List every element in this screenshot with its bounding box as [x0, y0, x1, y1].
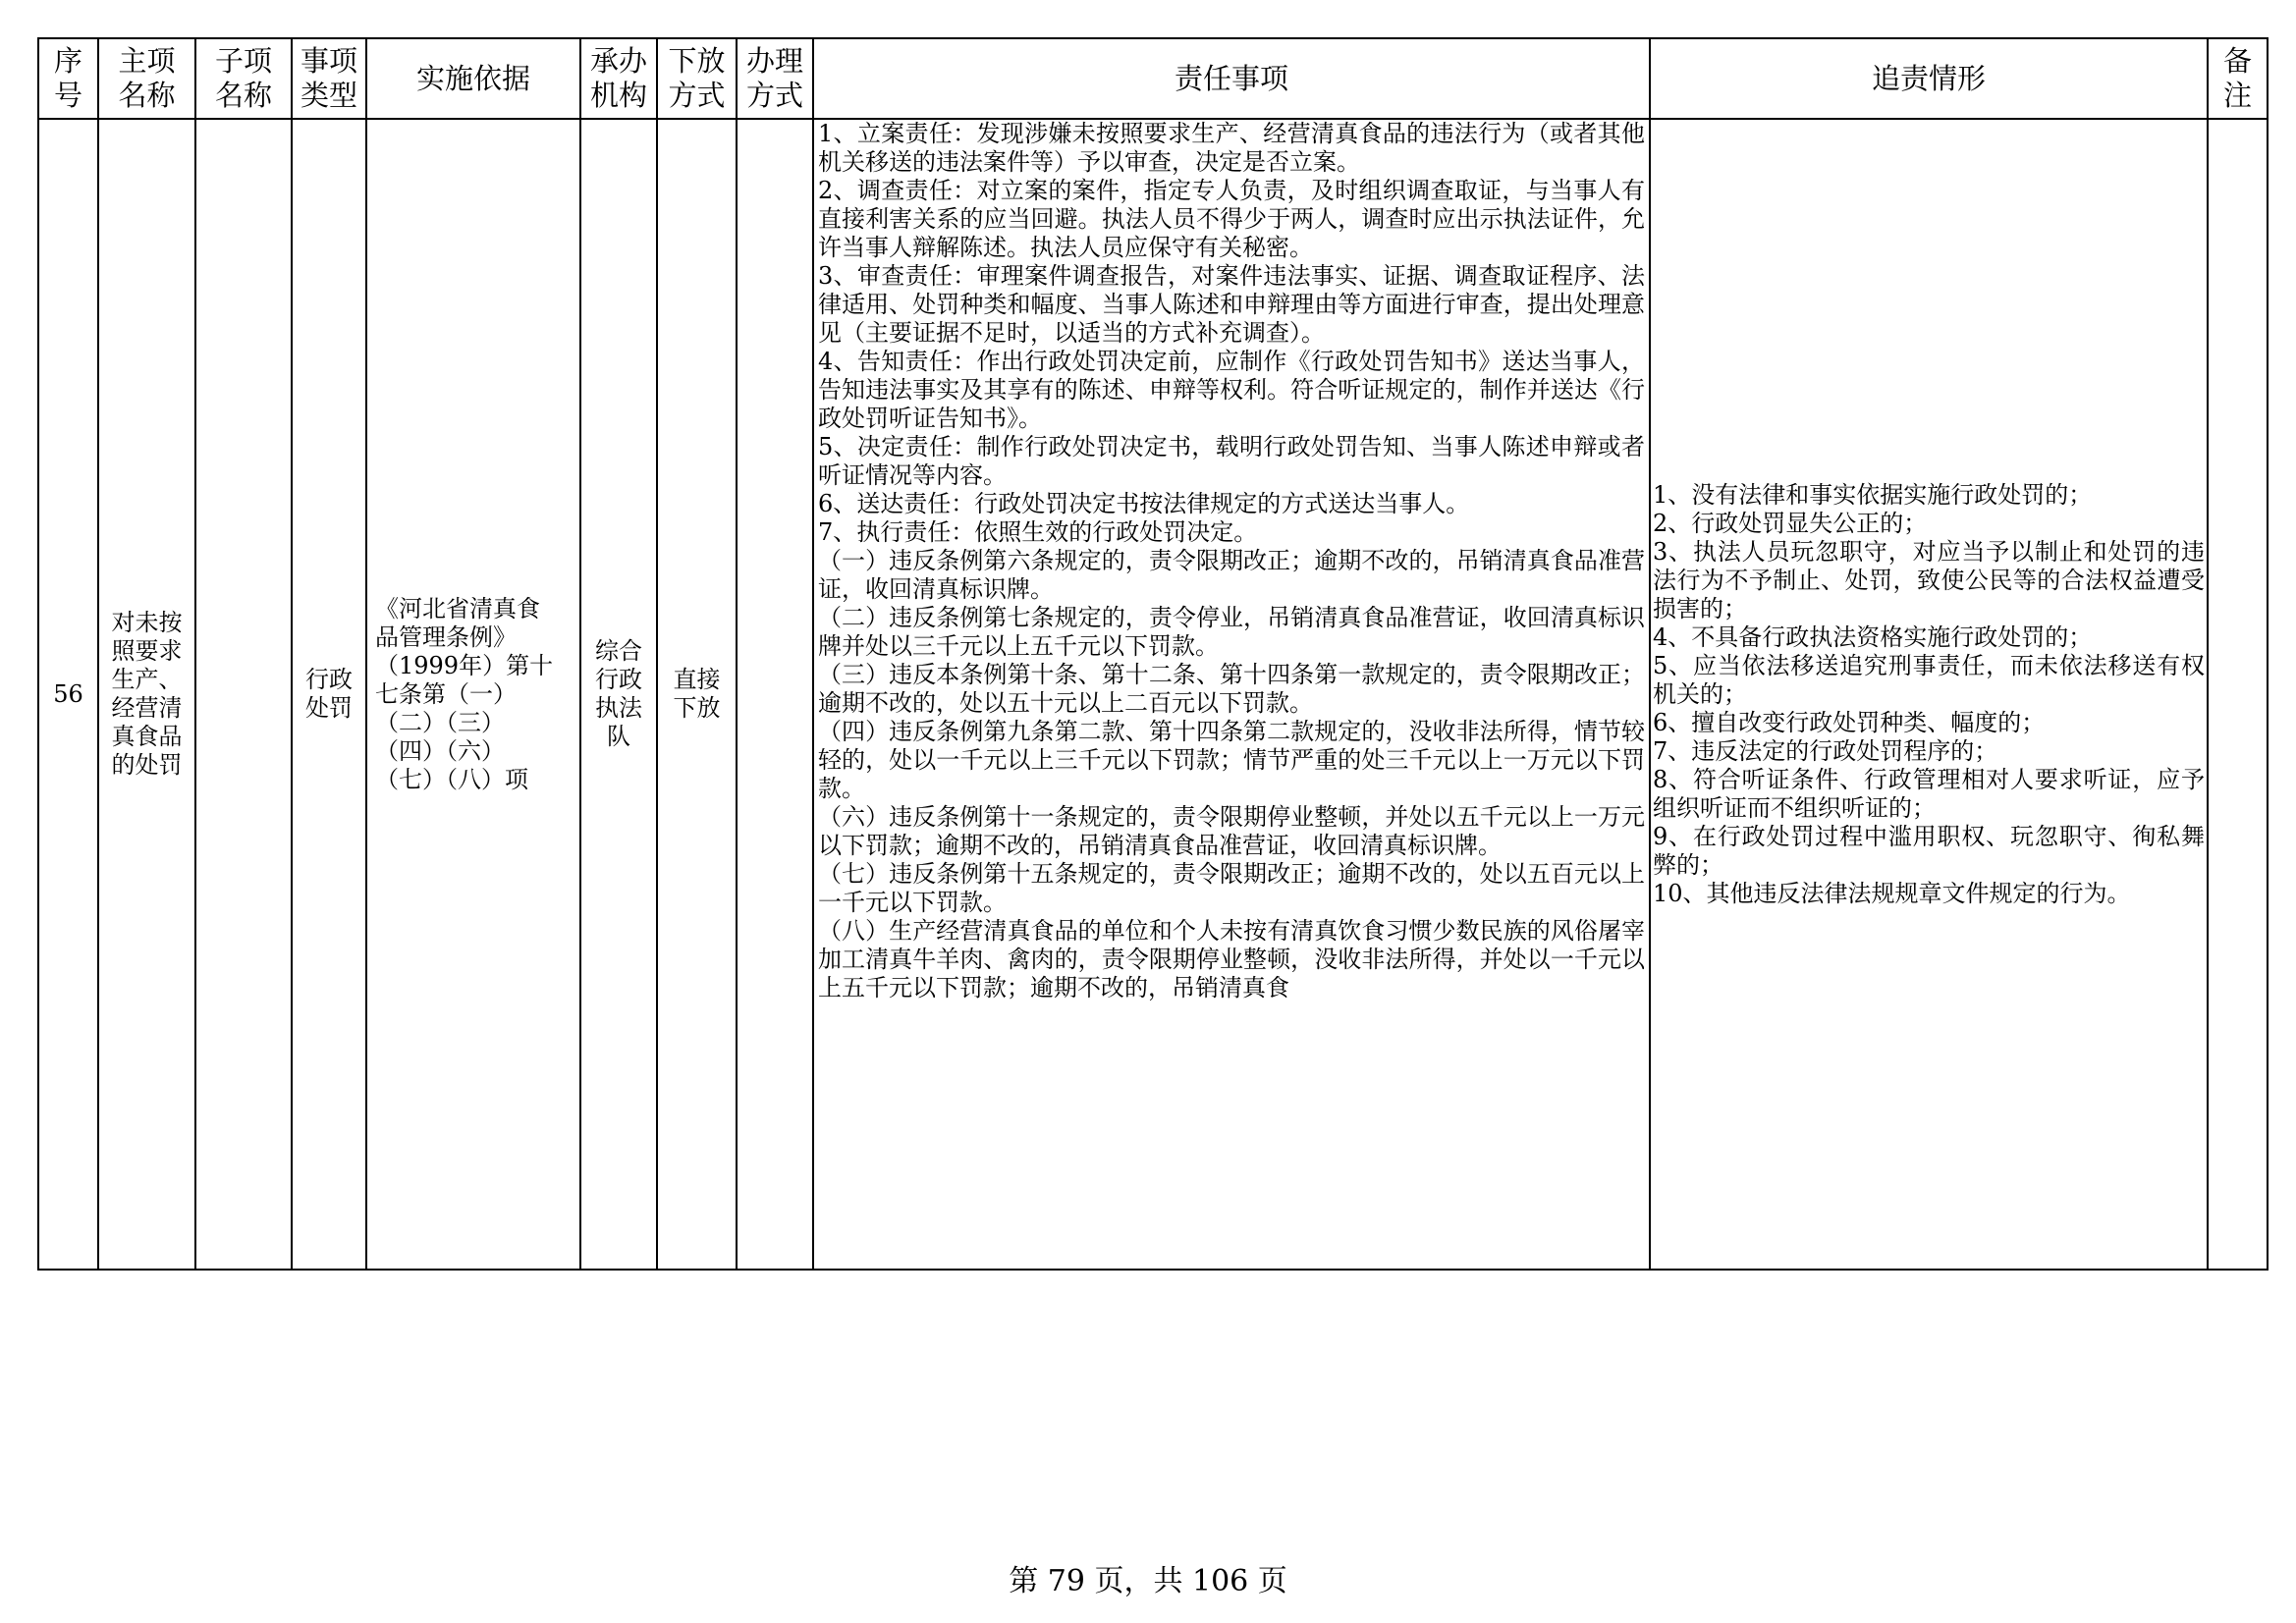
responsibility-item: 4、告知责任：作出行政处罚决定前，应制作《行政处罚告知书》送达当事人，告知违法事实及其享有的陈述、申辩等权利。符合听证规定的，制作并送达《行政处罚听证告知书》。 [818, 348, 1645, 432]
accountability-item: 5、应当依法移送追究刑事责任，而未依法移送有权机关的； [1653, 651, 2205, 708]
accountability-item: 2、行政处罚显失公正的； [1653, 509, 1928, 537]
cell-responsibility [813, 119, 1650, 1270]
header-responsibility: 责任事项 [813, 38, 1650, 119]
header-item-type: 事项 类型 [292, 38, 366, 119]
responsibility-item: （六）违反条例第十一条规定的，责令限期停业整顿，并处以五千元以上一万元以下罚款；逾期不改的，吊销清真食品准营证，收回清真标识牌。 [818, 803, 1645, 859]
cell-handling [737, 119, 813, 1270]
cell-sub-item [195, 119, 292, 1270]
responsibility-item: 5、决定责任：制作行政处罚决定书，载明行政处罚告知、当事人陈述申辩或者听证情况等内容。 [818, 433, 1645, 489]
responsibility-item: （三）违反本条例第十条、第十二条、第十四条第一款规定的，责令限期改正；逾期不改的，处以五十元以上二百元以下罚款。 [818, 661, 1645, 717]
cell-delegation: 直接 下放 [657, 119, 737, 1270]
accountability-item: 3、执法人员玩忽职守，对应当予以制止和处罚的违法行为不予制止、处罚，致使公民等的合法权益遭受损害的； [1653, 537, 2205, 622]
responsibility-item: （七）违反条例第十五条规定的，责令限期改正；逾期不改的，处以五百元以上一千元以下罚款。 [818, 860, 1645, 916]
responsibility-item: （四）违反条例第九条第二款、第十四条第二款规定的，没收非法所得，情节较轻的，处以一千元以上三千元以下罚款；情节严重的处三千元以上一万元以下罚款。 [818, 718, 1645, 802]
header-main-item: 主项 名称 [98, 38, 195, 119]
cell-accountability [1650, 119, 2208, 1270]
responsibility-item: （二）违反条例第七条规定的，责令停业，吊销清真食品准营证，收回清真标识牌并处以三千元以上五千元以下罚款。 [818, 604, 1645, 660]
header-org: 承办 机构 [580, 38, 657, 119]
table-row [38, 119, 2268, 1270]
header-remark: 备 注 [2208, 38, 2268, 119]
accountability-item: 7、违反法定的行政处罚程序的； [1653, 736, 1998, 765]
responsibility-item: 7、执行责任：依照生效的行政处罚决定。 [818, 518, 1258, 546]
header-basis: 实施依据 [366, 38, 580, 119]
accountability-item: 1、没有法律和事实依据实施行政处罚的； [1653, 480, 2093, 509]
accountability-item: 8、符合听证条件、行政管理相对人要求听证，应予组织听证而不组织听证的； [1653, 765, 2205, 822]
cell-main-item: 对未按 照要求 生产、 经营清 真食品 的处罚 [98, 119, 195, 1270]
cell-seq: 56 [38, 119, 98, 1270]
responsibility-item: 6、送达责任：行政处罚决定书按法律规定的方式送达当事人。 [818, 490, 1470, 517]
header-row [38, 38, 2268, 119]
accountability-item: 9、在行政处罚过程中滥用职权、玩忽职守、徇私舞弊的； [1653, 822, 2205, 879]
accountability-item: 10、其他违反法律法规规章文件规定的行为。 [1653, 879, 2131, 907]
cell-item-type: 行政 处罚 [292, 119, 366, 1270]
header-seq: 序 号 [38, 38, 98, 119]
header-accountability: 追责情形 [1650, 38, 2208, 119]
header-delegation: 下放 方式 [657, 38, 737, 119]
responsibility-item: 2、调查责任：对立案的案件，指定专人负责，及时组织调查取证，与当事人有直接利害关系的应当回避。执法人员不得少于两人，调查时应出示执法证件，允许当事人辩解陈述。执法人员应保守有关秘密。 [818, 177, 1645, 261]
responsibility-item: （一）违反条例第六条规定的，责令限期改正；逾期不改的，吊销清真食品准营证，收回清真标识牌。 [818, 547, 1645, 603]
header-handling: 办理 方式 [737, 38, 813, 119]
accountability-item: 6、擅自改变行政处罚种类、幅度的； [1653, 708, 2046, 736]
cell-org: 综合 行政 执法 队 [580, 119, 657, 1270]
responsibility-item: （八）生产经营清真食品的单位和个人未按有清真饮食习惯少数民族的风俗屠宰加工清真牛羊肉、禽肉的，责令限期停业整顿，没收非法所得，并处以一千元以上五千元以下罚款；逾期不改的，吊销清真食 [818, 917, 1645, 1001]
power-list-table [37, 37, 2269, 1271]
cell-basis: 《河北省清真食 品管理条例》 （1999年）第十 七条第（一） （二）（三） （四）（六） （七）（八）项 [366, 119, 580, 1270]
responsibility-item: 3、审查责任：审理案件调查报告，对案件违法事实、证据、调查取证程序、法律适用、处罚种类和幅度、当事人陈述和申辩理由等方面进行审查，提出处理意见（主要证据不足时，以适当的方式补充调查）。 [818, 262, 1645, 347]
accountability-item: 4、不具备行政执法资格实施行政处罚的； [1653, 622, 2093, 651]
responsibility-item: 1、立案责任：发现涉嫌未按照要求生产、经营清真食品的违法行为（或者其他机关移送的违法案件等）予以审查，决定是否立案。 [818, 120, 1645, 176]
header-sub-item: 子项 名称 [195, 38, 292, 119]
page-footer: 第 79 页，共 106 页 [1009, 1564, 1287, 1598]
cell-remark [2208, 119, 2268, 1270]
